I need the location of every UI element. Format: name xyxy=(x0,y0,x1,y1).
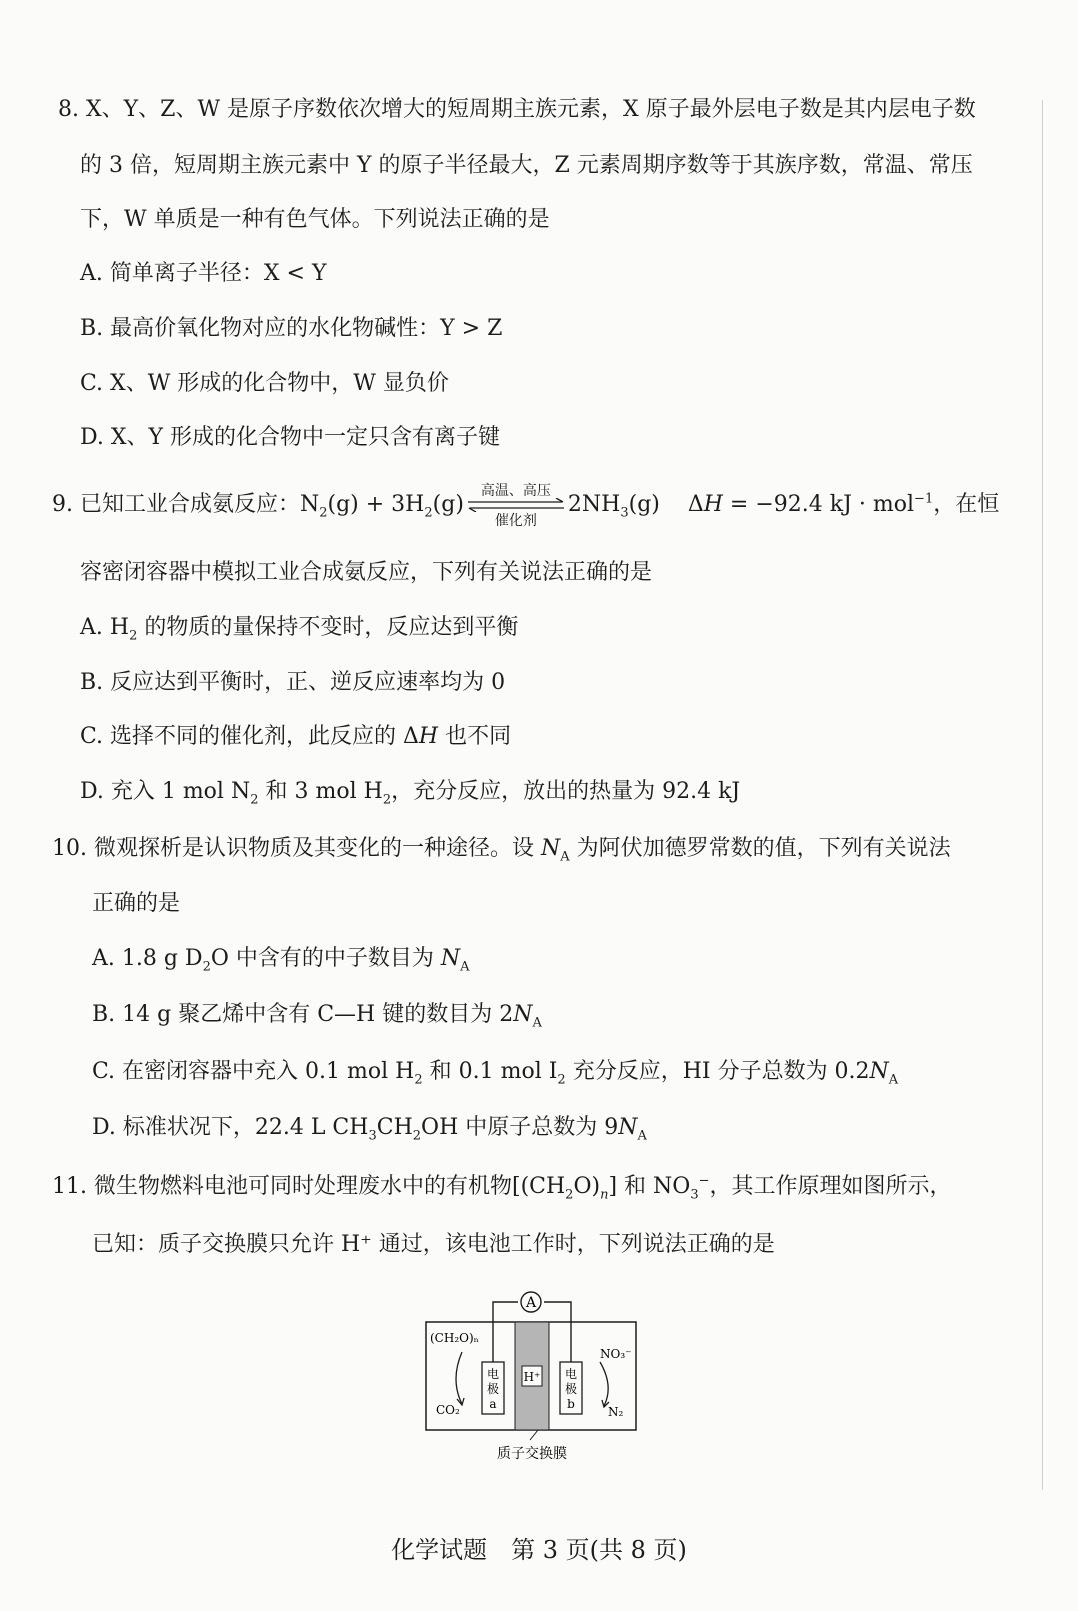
reaction-condition-bottom: 催化剂 xyxy=(494,513,537,529)
proton-label: H⁺ xyxy=(523,1370,541,1384)
organic-label: (CH₂O)ₙ xyxy=(430,1331,479,1345)
electrode-a-char1: 电 xyxy=(486,1367,500,1381)
q10-option-c: C. 在密闭容器中充入 0.1 mol $H_2$ 和 0.1 mol $I_2$ 充分反应，HI 分子总数为 $0.2N_A$ xyxy=(92,1059,899,1088)
q9-option-c-tail: 也不同 xyxy=(438,724,512,749)
q8-option-c: C. X、W 形成的化合物中，W 显负价 xyxy=(80,371,449,396)
electrode-a-char3: a xyxy=(489,1397,497,1411)
electrode-b-char2: 极 xyxy=(564,1382,578,1396)
q9-option-d-mid: 和 3 mol H xyxy=(258,779,383,804)
q10-stem-line2: 正确的是 xyxy=(92,891,181,916)
q8-option-a: A. 简单离子半径：X < Y xyxy=(80,261,327,286)
equilibrium-arrow-icon xyxy=(466,498,566,512)
q9-dh-value: = −92.4 kJ · mol xyxy=(729,492,915,517)
q9-suffix: ，在恒 xyxy=(933,492,1000,517)
q10-option-a-tail: O 中含有的中子数目为 xyxy=(210,946,441,971)
q11-mid: O) xyxy=(573,1174,601,1199)
electrode-b-char1: 电 xyxy=(564,1367,578,1381)
electrode-a-char2: 极 xyxy=(486,1382,500,1396)
right-reaction-arrow-icon xyxy=(600,1362,608,1406)
nitrate-label: NO₃⁻ xyxy=(600,1347,632,1361)
q9-option-a-text: 的物质的量保持不变时，反应达到平衡 xyxy=(137,615,519,640)
q9-option-d-tail: ，充分反应，放出的热量为 92.4 kJ xyxy=(391,779,741,804)
wire-left xyxy=(493,1302,518,1362)
q8-stem-line3: 下，W 单质是一种有色气体。下列说法正确的是 xyxy=(80,207,550,232)
q10-tail: 为阿伏加德罗常数的值，下列有关说法 xyxy=(569,836,951,861)
q10-option-d: D. 标准状况下，22.4 L $CH_3CH_2OH$ 中原子总数为 $9N_A$ xyxy=(92,1115,647,1144)
q10-option-c-head: C. 在密闭容器中充入 0.1 mol H xyxy=(92,1059,415,1084)
reaction-condition-top: 高温、高压 xyxy=(480,483,551,499)
page-footer: 化学试题 第 3 页(共 8 页) xyxy=(391,1536,687,1564)
q9-option-c-head: C. 选择不同的催化剂，此反应的 xyxy=(80,724,404,749)
q9-prefix: 9. 已知工业合成氨反应： xyxy=(52,492,300,517)
equilibrium-arrow xyxy=(466,483,566,529)
q10-option-b: B. 14 g 聚乙烯中含有 C—H 键的数目为 $2N_A$ xyxy=(92,1002,542,1031)
q9-option-d: D. 充入 1 mol $N_2$ 和 3 mol $H_2$，充分反应，放出的热量为 92.4 kJ xyxy=(80,779,741,808)
margin-line xyxy=(1042,100,1043,1490)
q10-option-d-head: D. 标准状况下，22.4 L CH xyxy=(92,1115,369,1140)
q10-option-b-head: B. 14 g 聚乙烯中含有 C—H 键的数目为 2 xyxy=(92,1002,514,1027)
membrane-pointer xyxy=(530,1430,538,1440)
q8-option-b: B. 最高价氧化物对应的水化物碱性：Y > Z xyxy=(80,316,503,341)
q10-option-a-head: A. 1.8 g D xyxy=(92,946,203,971)
q11-head: 11. 微生物燃料电池可同时处理废水中的有机物[(CH xyxy=(52,1174,566,1199)
q8-stem-line1: 8. X、Y、Z、W 是原子序数依次增大的短周期主族元素，X 原子最外层电子数是其内层电子数 xyxy=(58,97,976,122)
q11-stem-line1: 11. 微生物燃料电池可同时处理废水中的有机物$[(CH_2O)_n]$ 和 $NO_3^-$，其工作原理如图所示， xyxy=(52,1173,952,1203)
q9-option-d-head: D. 充入 1 mol N xyxy=(80,779,251,804)
q11-stem-line2: 已知：质子交换膜只允许 H⁺ 通过，该电池工作时，下列说法正确的是 xyxy=(92,1232,775,1257)
membrane-label: 质子交换膜 xyxy=(497,1446,567,1462)
q9-option-b: B. 反应达到平衡时，正、逆反应速率均为 0 xyxy=(80,670,506,695)
q8-option-d: D. X、Y 形成的化合物中一定只含有离子键 xyxy=(80,425,501,450)
electrode-b-char3: b xyxy=(567,1397,575,1411)
q9-stem-line1: 9. 已知工业合成氨反应：$N_2(g) + 3H_2(g)$ 高温、高压 催化剂 $2NH_3(g)$ ΔH = −92.4 kJ · mol$^{-1}$，在恒 xyxy=(52,483,1000,529)
q10-option-c-tail: 充分反应，HI 分子总数为 0.2 xyxy=(565,1059,870,1084)
q9-option-a: A. $H_2$ 的物质的量保持不变时，反应达到平衡 xyxy=(80,615,519,644)
q10-option-d-mid: CH xyxy=(376,1115,413,1140)
q10-option-c-mid: 和 0.1 mol I xyxy=(422,1059,558,1084)
q9-option-c: C. 选择不同的催化剂，此反应的 ΔH 也不同 xyxy=(80,724,512,749)
ammeter-label: A xyxy=(525,1295,537,1311)
fuel-cell-diagram xyxy=(420,1290,650,1470)
q11-tail: ，其工作原理如图所示， xyxy=(709,1174,952,1199)
q10-head: 10. 微观探析是认识物质及其变化的一种途径。设 xyxy=(52,836,541,861)
n2-label: N₂ xyxy=(608,1405,624,1419)
q10-stem-line1: 10. 微观探析是认识物质及其变化的一种途径。设 $N_A$ 为阿伏加德罗常数的值，下列有关说法 xyxy=(52,836,951,865)
q11-mid2: ] 和 NO xyxy=(608,1174,691,1199)
q9-stem-line2: 容密闭容器中模拟工业合成氨反应，下列有关说法正确的是 xyxy=(80,560,653,585)
q10-option-d-tail: OH 中原子总数为 9 xyxy=(421,1115,619,1140)
co2-label: CO₂ xyxy=(436,1403,460,1417)
left-reaction-arrow-icon xyxy=(456,1352,462,1404)
q10-option-a: A. 1.8 g $D_2O$ 中含有的中子数目为 $N_A$ xyxy=(92,946,470,975)
q8-stem-line2: 的 3 倍，短周期主族元素中 Y 的原子半径最大，Z 元素周期序数等于其族序数，常温、常压 xyxy=(80,153,973,178)
